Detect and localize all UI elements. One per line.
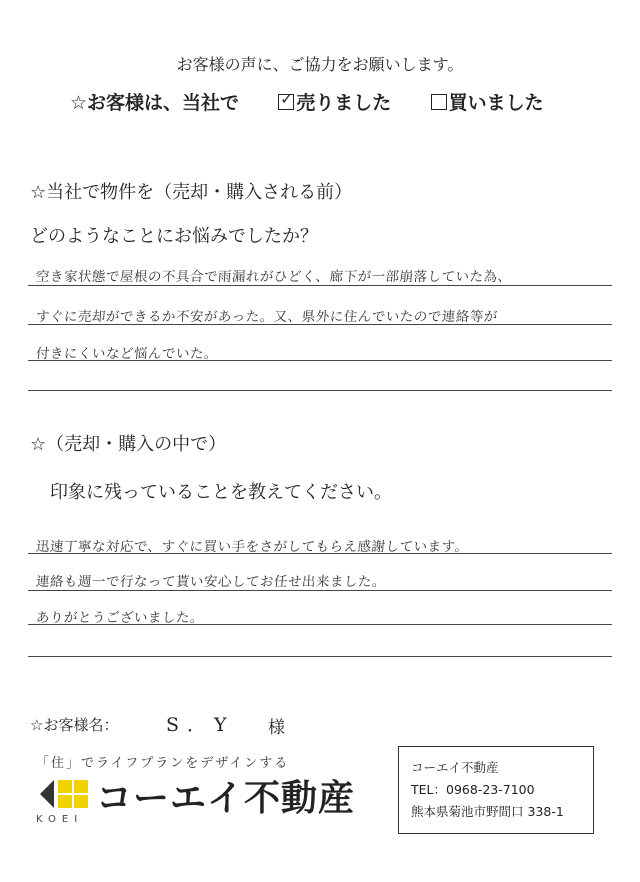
answer2-rule4 xyxy=(28,656,612,657)
logo-subtext: KOEI xyxy=(36,814,84,825)
answer1-rule3 xyxy=(28,360,612,361)
answer1-rule1 xyxy=(28,285,612,286)
question1-line2: どのようなことにお悩みでしたか？ xyxy=(30,226,318,247)
customer-name-label: ☆お客様名： xyxy=(30,716,119,734)
answer2-rule1 xyxy=(28,553,612,554)
company-name: コーエイ不動産 xyxy=(96,778,356,819)
survey-title: お客様の声に、ご協力をお願いします。 xyxy=(176,55,464,74)
question2-line2: 印象に残っていることを教えてください。 xyxy=(50,482,392,503)
answer1-line3: 付きにくいなど悩んでいた。 xyxy=(35,346,219,362)
question1-line1: ☆当社で物件を（売却・購入される前） xyxy=(30,182,353,203)
answer1-rule4 xyxy=(28,390,612,391)
answer2-rule3 xyxy=(28,624,612,625)
info-address: 熊本県菊池市野間口 338-1 xyxy=(411,804,564,819)
info-phone: TEL：0968-23-7100 xyxy=(411,782,535,797)
info-company-name: コーエイ不動産 xyxy=(411,760,499,775)
answer1-line2: すぐに売却ができるか不安があった。又、県外に住んでいたので連絡等が xyxy=(35,309,499,325)
company-logo-icon xyxy=(38,776,90,812)
answer2-line1: 迅速丁寧な対応で、すぐに買い手をさがしてもらえ感謝しています。 xyxy=(35,539,470,555)
question2-line1: ☆（売却・購入の中で） xyxy=(30,434,227,455)
sold-checkbox[interactable] xyxy=(278,94,294,110)
company-tagline: 「住」でライフプランをデザインする xyxy=(36,756,290,771)
customer-honorific: 様 xyxy=(268,718,285,738)
bought-checkbox[interactable] xyxy=(431,94,447,110)
sold-label: 売りました xyxy=(296,92,392,114)
answer2-rule2 xyxy=(28,590,612,591)
answer1-rule2 xyxy=(28,324,612,325)
bought-label: 買いました xyxy=(448,92,544,114)
answer1-line1: 空き家状態で屋根の不具合で雨漏れがひどく、廊下が一部崩落していた為、 xyxy=(35,269,513,285)
answer2-line2: 連絡も週一で行なって貰い安心してお任せ出来ました。 xyxy=(35,574,387,590)
company-info-box xyxy=(398,746,594,834)
transaction-prefix: ☆お客様は、当社で xyxy=(70,92,240,114)
transaction-type-line xyxy=(70,88,544,115)
answer2-line3: ありがとうございました。 xyxy=(35,610,205,626)
customer-name: S．Y xyxy=(166,714,235,736)
